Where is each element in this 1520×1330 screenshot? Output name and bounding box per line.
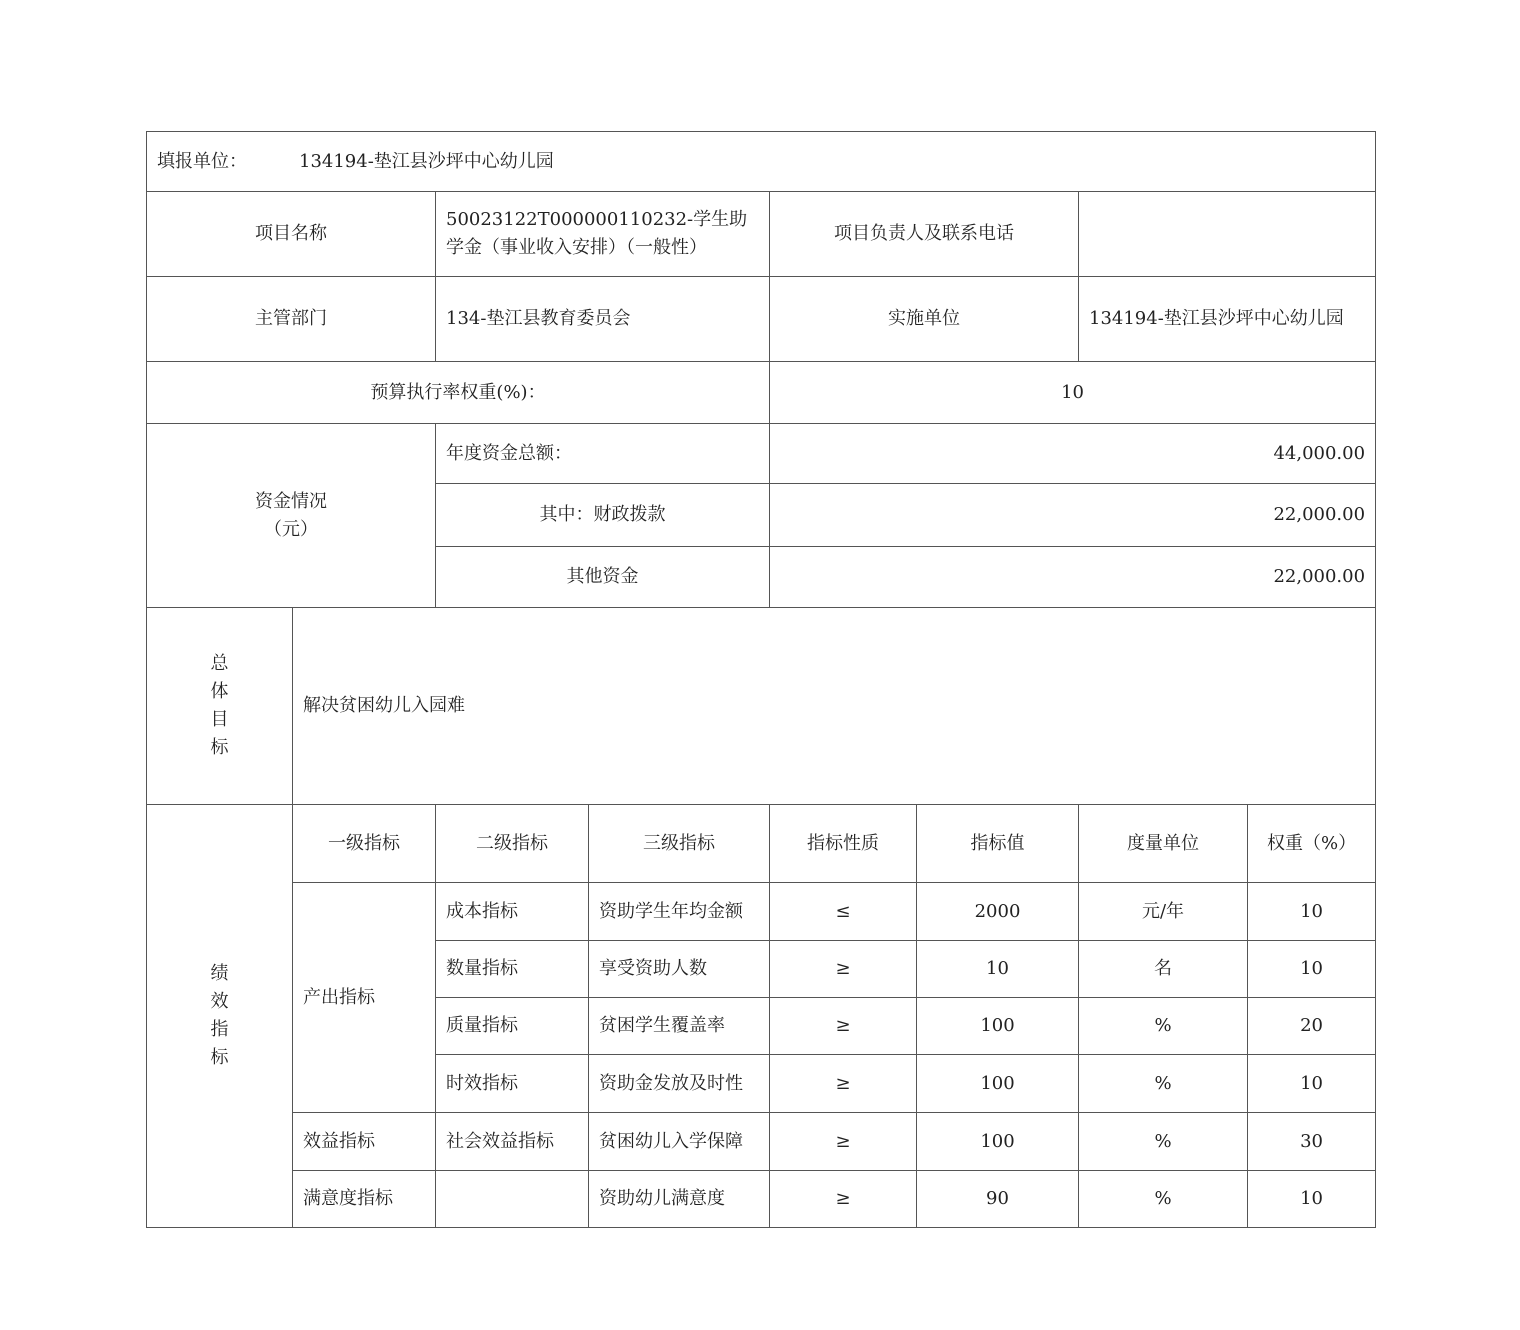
performance-label-char: 标: [210, 1047, 229, 1068]
cell-weight: 10: [1248, 883, 1376, 941]
cell-value: 90: [917, 1171, 1079, 1228]
cell-level1: 满意度指标: [293, 1171, 436, 1228]
cell-level2: 质量指标: [436, 998, 589, 1055]
cell-level2: [436, 1171, 589, 1228]
cell-level1: 产出指标: [293, 883, 436, 1113]
cell-weight: 10: [1248, 941, 1376, 998]
funds-label-line1: 资金情况: [255, 490, 327, 512]
cell-unit: %: [1079, 998, 1248, 1055]
col-header-level2: 二级指标: [436, 805, 589, 883]
cell-nature: ≤: [770, 883, 917, 941]
funds-total-value: 44,000.00: [770, 424, 1376, 484]
cell-level2: 成本指标: [436, 883, 589, 941]
budget-weight-label: 预算执行率权重(%)：: [147, 362, 770, 424]
performance-label-char: 绩: [210, 963, 229, 984]
cell-weight: 10: [1248, 1055, 1376, 1113]
performance-label: [147, 805, 293, 1228]
table-row: [147, 1113, 1376, 1171]
cell-level3: 享受资助人数: [589, 941, 770, 998]
impl-unit-label: 实施单位: [770, 277, 1079, 362]
col-header-level3: 三级指标: [589, 805, 770, 883]
project-owner-label: 项目负责人及联系电话: [770, 192, 1079, 277]
col-header-nature: 指标性质: [770, 805, 917, 883]
performance-form-table: [146, 131, 1376, 1228]
cell-nature: ≥: [770, 1055, 917, 1113]
project-owner-value: [1079, 192, 1376, 277]
reporting-unit-label: 填报单位：: [157, 150, 247, 172]
goal-label-char: 目: [210, 709, 229, 730]
cell-level2: 社会效益指标: [436, 1113, 589, 1171]
cell-nature: ≥: [770, 1113, 917, 1171]
goal-label: [147, 608, 293, 805]
cell-unit: 元/年: [1079, 883, 1248, 941]
goal-label-char: 总: [210, 653, 229, 674]
goal-label-char: 标: [210, 737, 229, 758]
cell-level2: 时效指标: [436, 1055, 589, 1113]
cell-value: 2000: [917, 883, 1079, 941]
funds-label: [147, 424, 436, 608]
cell-value: 100: [917, 1055, 1079, 1113]
funds-other-label: 其他资金: [436, 547, 770, 608]
cell-level3: 资助学生年均金额: [589, 883, 770, 941]
funds-fiscal-value: 22,000.00: [770, 484, 1376, 547]
cell-nature: ≥: [770, 941, 917, 998]
cell-nature: ≥: [770, 998, 917, 1055]
cell-level2: 数量指标: [436, 941, 589, 998]
dept-value: 134-垫江县教育委员会: [436, 277, 770, 362]
cell-level3: 贫困学生覆盖率: [589, 998, 770, 1055]
project-name-value: 50023122T000000110232-学生助学金（事业收入安排）（一般性）: [436, 192, 770, 277]
cell-unit: %: [1079, 1113, 1248, 1171]
dept-label: 主管部门: [147, 277, 436, 362]
funds-other-value: 22,000.00: [770, 547, 1376, 608]
funds-total-label: 年度资金总额：: [436, 424, 770, 484]
reporting-unit-value: 134194-垫江县沙坪中心幼儿园: [299, 150, 554, 172]
col-header-weight: 权重（%）: [1248, 805, 1376, 883]
cell-nature: ≥: [770, 1171, 917, 1228]
project-name-label: 项目名称: [147, 192, 436, 277]
col-header-value: 指标值: [917, 805, 1079, 883]
cell-value: 100: [917, 998, 1079, 1055]
cell-weight: 20: [1248, 998, 1376, 1055]
cell-level3: 贫困幼儿入学保障: [589, 1113, 770, 1171]
cell-weight: 10: [1248, 1171, 1376, 1228]
cell-weight: 30: [1248, 1113, 1376, 1171]
cell-level3: 资助幼儿满意度: [589, 1171, 770, 1228]
goal-label-char: 体: [210, 681, 229, 702]
goal-text: 解决贫困幼儿入园难: [293, 608, 1376, 805]
cell-unit: %: [1079, 1171, 1248, 1228]
performance-label-char: 效: [210, 991, 229, 1012]
cell-value: 100: [917, 1113, 1079, 1171]
col-header-unit: 度量单位: [1079, 805, 1248, 883]
cell-level3: 资助金发放及时性: [589, 1055, 770, 1113]
funds-label-line2: （元）: [264, 518, 318, 540]
funds-fiscal-label: 其中：财政拨款: [436, 484, 770, 547]
reporting-unit-row: [147, 132, 1376, 192]
performance-label-char: 指: [210, 1019, 229, 1040]
cell-unit: %: [1079, 1055, 1248, 1113]
cell-level1: 效益指标: [293, 1113, 436, 1171]
table-row: [147, 883, 1376, 941]
cell-unit: 名: [1079, 941, 1248, 998]
table-row: [147, 1171, 1376, 1228]
cell-value: 10: [917, 941, 1079, 998]
budget-weight-value: 10: [770, 362, 1376, 424]
impl-unit-value: 134194-垫江县沙坪中心幼儿园: [1079, 277, 1376, 362]
col-header-level1: 一级指标: [293, 805, 436, 883]
